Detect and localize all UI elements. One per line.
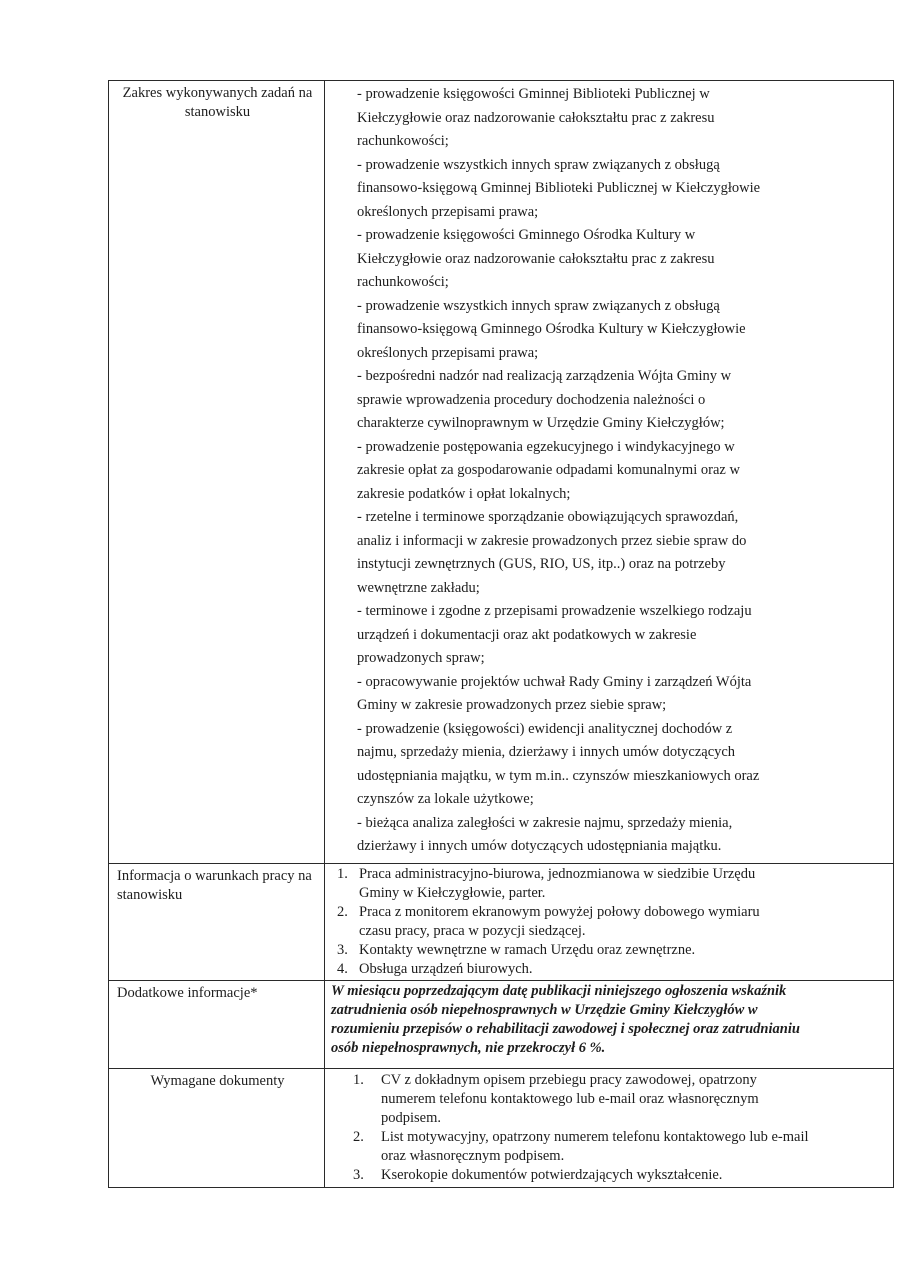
duty-line: najmu, sprzedaży mienia, dzierżawy i innych umów dotyczących xyxy=(357,744,736,760)
duty-line: sprawie wprowadzenia procedury dochodzenia należności o xyxy=(357,391,706,408)
document-item xyxy=(325,1071,893,1128)
list-number: 1. xyxy=(353,1071,364,1088)
list-number: 4. xyxy=(337,960,348,977)
condition-item xyxy=(325,960,893,979)
list-item-text: Kontakty wewnętrzne w ramach Urzędu oraz zewnętrzne. xyxy=(359,941,696,958)
list-number: 3. xyxy=(337,941,348,958)
table-row-documents xyxy=(109,1068,894,1187)
duty-line: zakresie opłat za gospodarowanie odpadami komunalnymi oraz w xyxy=(357,462,740,478)
table-row-scope xyxy=(109,81,894,864)
duty-line: instytucji zewnętrznych (GUS, RIO, US, itp..) oraz na potrzeby xyxy=(357,556,726,572)
duty-line: rachunkowości; xyxy=(357,274,449,290)
required-documents-list xyxy=(325,1069,893,1187)
duty-line: zakresie podatków i opłat lokalnych; xyxy=(357,485,571,502)
duty-line: analiz i informacji w zakresie prowadzonych przez siebie spraw do xyxy=(357,532,747,549)
duty-line: dzierżawy i innych umów dotyczących udostępniania majątku. xyxy=(357,838,722,854)
duty-line: określonych przepisami prawa; xyxy=(357,203,539,220)
document-item xyxy=(325,1128,893,1166)
label-cell-conditions xyxy=(109,863,325,980)
duty-line: - prowadzenie (księgowości) ewidencji analitycznej dochodów z xyxy=(357,720,733,737)
duty-line: Gminy w zakresie prowadzonych przez siebie spraw; xyxy=(357,697,667,713)
list-item-text: oraz własnoręcznym podpisem. xyxy=(381,1147,565,1164)
row-label-conditions: Informacja o warunkach pracy na stanowisku xyxy=(117,867,312,903)
duty-line: - prowadzenie wszystkich innych spraw związanych z obsługą xyxy=(357,297,720,314)
list-item-text: czasu pracy, praca w pozycji siedzącej. xyxy=(359,922,586,939)
duty-line: Kiełczygłowie oraz nadzorowanie całokształtu prac z zakresu xyxy=(357,250,715,267)
list-item-text: Kserokopie dokumentów potwierdzających wykształcenie. xyxy=(381,1166,723,1183)
duty-line: - bieżąca analiza zaległości w zakresie najmu, sprzedaży mienia, xyxy=(357,814,733,831)
duty-line: - prowadzenie postępowania egzekucyjnego i windykacyjnego w xyxy=(357,438,735,455)
duty-line: prowadzonych spraw; xyxy=(357,650,485,666)
note-line: osób niepełnosprawnych, nie przekroczył 6 %. xyxy=(331,1039,606,1056)
note-line: W miesiącu poprzedzającym datę publikacji niniejszego ogłoszenia wskaźnik xyxy=(331,982,787,999)
duty-line: - prowadzenie wszystkich innych spraw związanych z obsługą xyxy=(357,156,720,173)
content-cell-scope xyxy=(325,81,894,864)
label-cell-scope xyxy=(109,81,325,864)
duty-line: czynszów za lokale użytkowe; xyxy=(357,791,534,807)
duty-line: wewnętrzne zakładu; xyxy=(357,579,480,596)
duty-line: charakterze cywilnoprawnym w Urzędzie Gminy Kiełczygłów; xyxy=(357,415,725,431)
recruitment-info-table xyxy=(108,80,894,1188)
condition-item xyxy=(325,903,893,941)
list-item-text: CV z dokładnym opisem przebiegu pracy zawodowej, opatrzony xyxy=(381,1071,757,1088)
label-cell-documents xyxy=(109,1068,325,1187)
list-item-text: podpisem. xyxy=(381,1109,442,1126)
duty-line: finansowo-księgową Gminnego Ośrodka Kultury w Kiełczygłowie xyxy=(357,321,746,337)
label-cell-extra xyxy=(109,980,325,1068)
note-line: zatrudnienia osób niepełnosprawnych w Urzędzie Gminy Kiełczygłów w xyxy=(331,1001,758,1018)
row-label-extra: Dodatkowe informacje* xyxy=(117,984,258,1001)
list-number: 3. xyxy=(353,1166,364,1183)
condition-item xyxy=(325,941,893,960)
duty-line: udostępniania majątku, w tym m.in.. czynszów mieszkaniowych oraz xyxy=(357,767,760,784)
list-number: 1. xyxy=(337,865,348,882)
list-number: 2. xyxy=(353,1128,364,1145)
duty-line: Kiełczygłowie oraz nadzorowanie całokształtu prac z zakresu xyxy=(357,109,715,126)
list-number: 2. xyxy=(337,903,348,920)
duty-line: określonych przepisami prawa; xyxy=(357,344,539,361)
row-label-scope: Zakres wykonywanych zadań na stanowisku xyxy=(122,85,313,120)
conditions-list xyxy=(325,864,893,979)
row-label-documents: Wymagane dokumenty xyxy=(150,1072,285,1089)
duty-line: - opracowywanie projektów uchwał Rady Gminy i zarządzeń Wójta xyxy=(357,673,752,690)
note-line: rozumieniu przepisów o rehabilitacji zawodowej i społecznej oraz zatrudnianiu xyxy=(331,1020,800,1037)
duty-line: - rzetelne i terminowe sporządzanie obowiązujących sprawozdań, xyxy=(357,509,739,525)
list-item-text: Gminy w Kiełczygłowie, parter. xyxy=(359,884,546,901)
list-item-text: Obsługa urządzeń biurowych. xyxy=(359,960,533,977)
table-row-extra xyxy=(109,980,894,1068)
duty-line: - bezpośredni nadzór nad realizacją zarządzenia Wójta Gminy w xyxy=(357,368,732,384)
list-item-text: List motywacyjny, opatrzony numerem telefonu kontaktowego lub e-mail xyxy=(381,1128,809,1145)
duty-line: - terminowe i zgodne z przepisami prowadzenie wszelkiego rodzaju xyxy=(357,603,752,619)
duty-line: finansowo-księgową Gminnej Biblioteki Publicznej w Kiełczygłowie xyxy=(357,180,761,196)
duty-line: rachunkowości; xyxy=(357,133,449,149)
table-row-conditions xyxy=(109,863,894,980)
list-item-text: Praca z monitorem ekranowym powyżej połowy dobowego wymiaru xyxy=(359,903,760,920)
duty-line: - prowadzenie księgowości Gminnego Ośrodka Kultury w xyxy=(357,227,696,243)
document-item xyxy=(325,1166,893,1185)
content-cell-documents xyxy=(325,1068,894,1187)
content-cell-extra xyxy=(325,980,894,1068)
content-cell-conditions xyxy=(325,863,894,980)
duty-line: urządzeń i dokumentacji oraz akt podatkowych w zakresie xyxy=(357,626,697,643)
list-item-text: Praca administracyjno-biurowa, jednozmianowa w siedzibie Urzędu xyxy=(359,865,756,882)
duties-list xyxy=(325,81,893,863)
duty-line: - prowadzenie księgowości Gminnej Biblioteki Publicznej w xyxy=(357,86,710,102)
list-item-text: numerem telefonu kontaktowego lub e-mail oraz własnoręcznym xyxy=(381,1090,759,1107)
disability-employment-note xyxy=(325,981,893,1062)
condition-item xyxy=(325,865,893,903)
duties-text xyxy=(325,83,893,859)
